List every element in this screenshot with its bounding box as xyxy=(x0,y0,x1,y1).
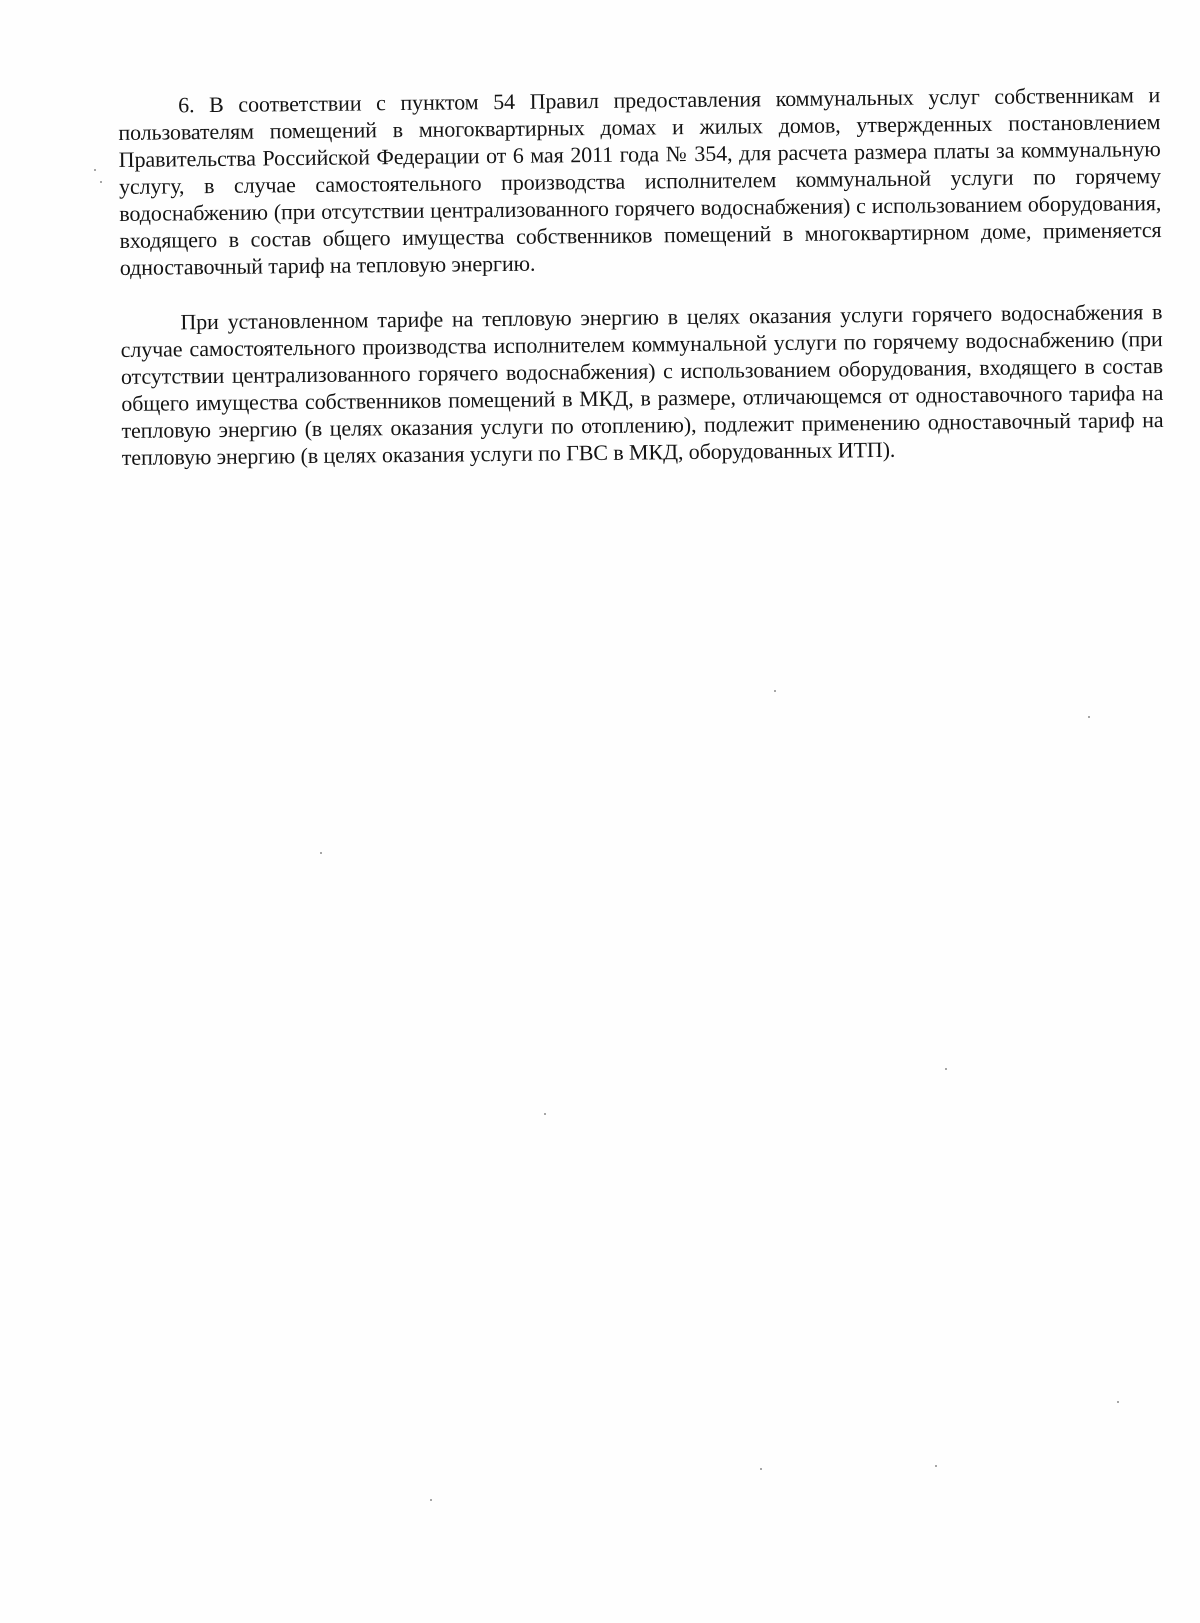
scan-speck xyxy=(945,1068,947,1070)
scan-speck xyxy=(1117,1401,1119,1403)
paragraph-tariff-note: При установленном тарифе на тепловую энергию в целях оказания услуги горячего водоснабжения в случае самостоятельного производства исполнителем коммунальной услуги по горячему водоснабжению (при отсутствии централизованного горячего водоснабжения) с использованием оборудования, входящего в состав общего имущества собственников помещений в МКД, в размере, отличающемся от одноставочного тарифа на тепловую энергию (в целях оказания услуги по отоплению), подлежит применению одноставочный тариф на тепловую энергию (в целях оказания услуги по ГВС в МКД, оборудованных ИТП). xyxy=(120,299,1164,470)
scan-speck xyxy=(94,169,96,171)
scan-speck xyxy=(544,1113,546,1115)
scan-speck xyxy=(1088,716,1090,718)
scan-speck xyxy=(320,852,322,854)
scan-speck xyxy=(935,1465,937,1467)
scan-speck xyxy=(100,181,102,183)
scan-speck xyxy=(430,1499,432,1501)
document-body xyxy=(118,81,1164,471)
paragraph-item-6: 6. В соответствии с пунктом 54 Правил предоставления коммунальных услуг собственникам и пользователям помещений в многоквартирных домах и жилых домов, утвержденных постановлением Правительства Российской Федерации от 6 мая 2011 года № 354, для расчета размера платы за коммунальную услугу, в случае самостоятельного производства исполнителем коммунальной услуги по горячему водоснабжению (при отсутствии централизованного горячего водоснабжения) с использованием оборудования, входящего в состав общего имущества собственников помещений в многоквартирном доме, применяется одноставочный тариф на тепловую энергию. xyxy=(118,82,1162,280)
scan-speck xyxy=(774,690,776,692)
scan-speck xyxy=(760,1468,762,1470)
